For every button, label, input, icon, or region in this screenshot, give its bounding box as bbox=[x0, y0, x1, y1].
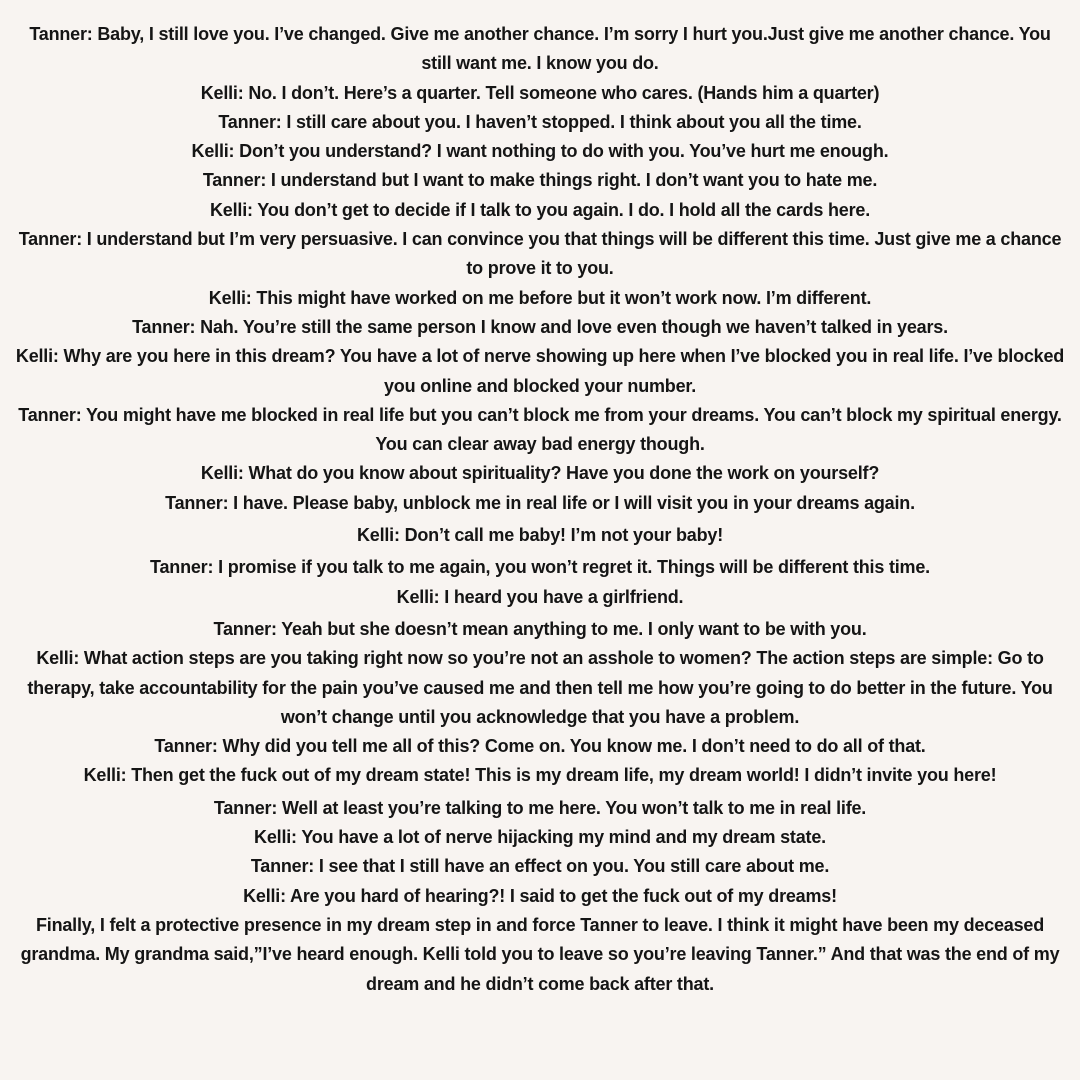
dialogue-line-tanner: Tanner: I see that I still have an effect on you. You still care about me. bbox=[250, 856, 830, 877]
dialogue-line-tanner: Tanner: I understand but I want to make things right. I don’t want you to hate me. bbox=[202, 170, 878, 191]
dialogue-line-kelli: Kelli: Are you hard of hearing?! I said to get the fuck out of my dreams! bbox=[243, 885, 837, 906]
dialogue-line-tanner: Tanner: I still care about you. I haven’t stopped. I think about you all the time. bbox=[218, 111, 862, 132]
dialogue-line-kelli: Kelli: You don’t get to decide if I talk to you again. I do. I hold all the cards here. bbox=[209, 199, 871, 220]
dialogue-line-tanner: Tanner: You might have me blocked in real life but you can’t block me from your dreams. You can’t block my spiritual energy. You can clear away bad energy though. bbox=[18, 404, 1062, 455]
dialogue-line-kelli: Kelli: What action steps are you taking right now so you’re not an asshole to women? The action steps are simple: Go to therapy, take accountability for the pain you’ve caused me and then tell me how you’re going to do better in the future. You won’t change until you acknowledge that you have a problem. bbox=[27, 648, 1053, 727]
dialogue-line-tanner: Tanner: I promise if you talk to me again, you won’t regret it. Things will be different this time. bbox=[150, 557, 930, 578]
dialogue-line-kelli: Kelli: Then get the fuck out of my dream state! This is my dream life, my dream world! I didn’t invite you here! bbox=[83, 765, 997, 786]
dialogue-line-kelli: Kelli: Why are you here in this dream? You have a lot of nerve showing up here when I’ve blocked you in real life. I’ve blocked you online and blocked your number. bbox=[15, 346, 1065, 396]
dialogue-line-tanner: Tanner: I understand but I’m very persuasive. I can convince you that things will be different this time. Just give me a chance to prove it to you. bbox=[18, 229, 1062, 279]
dialogue-line-kelli: Kelli: You have a lot of nerve hijacking my mind and my dream state. bbox=[254, 827, 826, 848]
dialogue-line-tanner: Tanner: Why did you tell me all of this? Come on. You know me. I don’t need to do all of that. bbox=[154, 736, 926, 757]
dialogue-line-kelli: Kelli: This might have worked on me before but it won’t work now. I’m different. bbox=[208, 287, 872, 308]
dialogue-line-tanner: Tanner: Yeah but she doesn’t mean anything to me. I only want to be with you. bbox=[213, 618, 867, 639]
dialogue-line-kelli: Kelli: I heard you have a girlfriend. bbox=[396, 586, 684, 607]
dialogue-line-kelli: Kelli: No. I don’t. Here’s a quarter. Tell someone who cares. (Hands him a quarter) bbox=[200, 82, 880, 103]
dialogue-line-tanner: Tanner: Nah. You’re still the same person I know and love even though we haven’t talked in years. bbox=[132, 316, 948, 337]
dialogue-line-kelli: Kelli: What do you know about spirituality? Have you done the work on yourself? bbox=[200, 463, 880, 484]
dialogue-line-tanner: Tanner: I have. Please baby, unblock me in real life or I will visit you in your dreams again. bbox=[165, 492, 915, 513]
dialogue-line-tanner: Tanner: Baby, I still love you. I’ve changed. Give me another chance. I’m sorry I hurt you.Just give me another chance. You still want me. I know you do. bbox=[29, 24, 1051, 74]
dialogue-line-tanner: Tanner: Well at least you’re talking to me here. You won’t talk to me in real life. bbox=[213, 797, 867, 818]
dialogue-line-kelli: Kelli: Don’t you understand? I want nothing to do with you. You’ve hurt me enough. bbox=[191, 141, 889, 162]
narration-ending: Finally, I felt a protective presence in my dream step in and force Tanner to leave. I think it might have been my deceased grandma. My grandma said,”I’ve heard enough. Kelli told you to leave so you’re leaving Tanner.” And that was the end of my dream and he didn’t come back after that. bbox=[20, 914, 1060, 994]
dialogue-line-kelli: Kelli: Don’t call me baby! I’m not your baby! bbox=[356, 525, 724, 546]
